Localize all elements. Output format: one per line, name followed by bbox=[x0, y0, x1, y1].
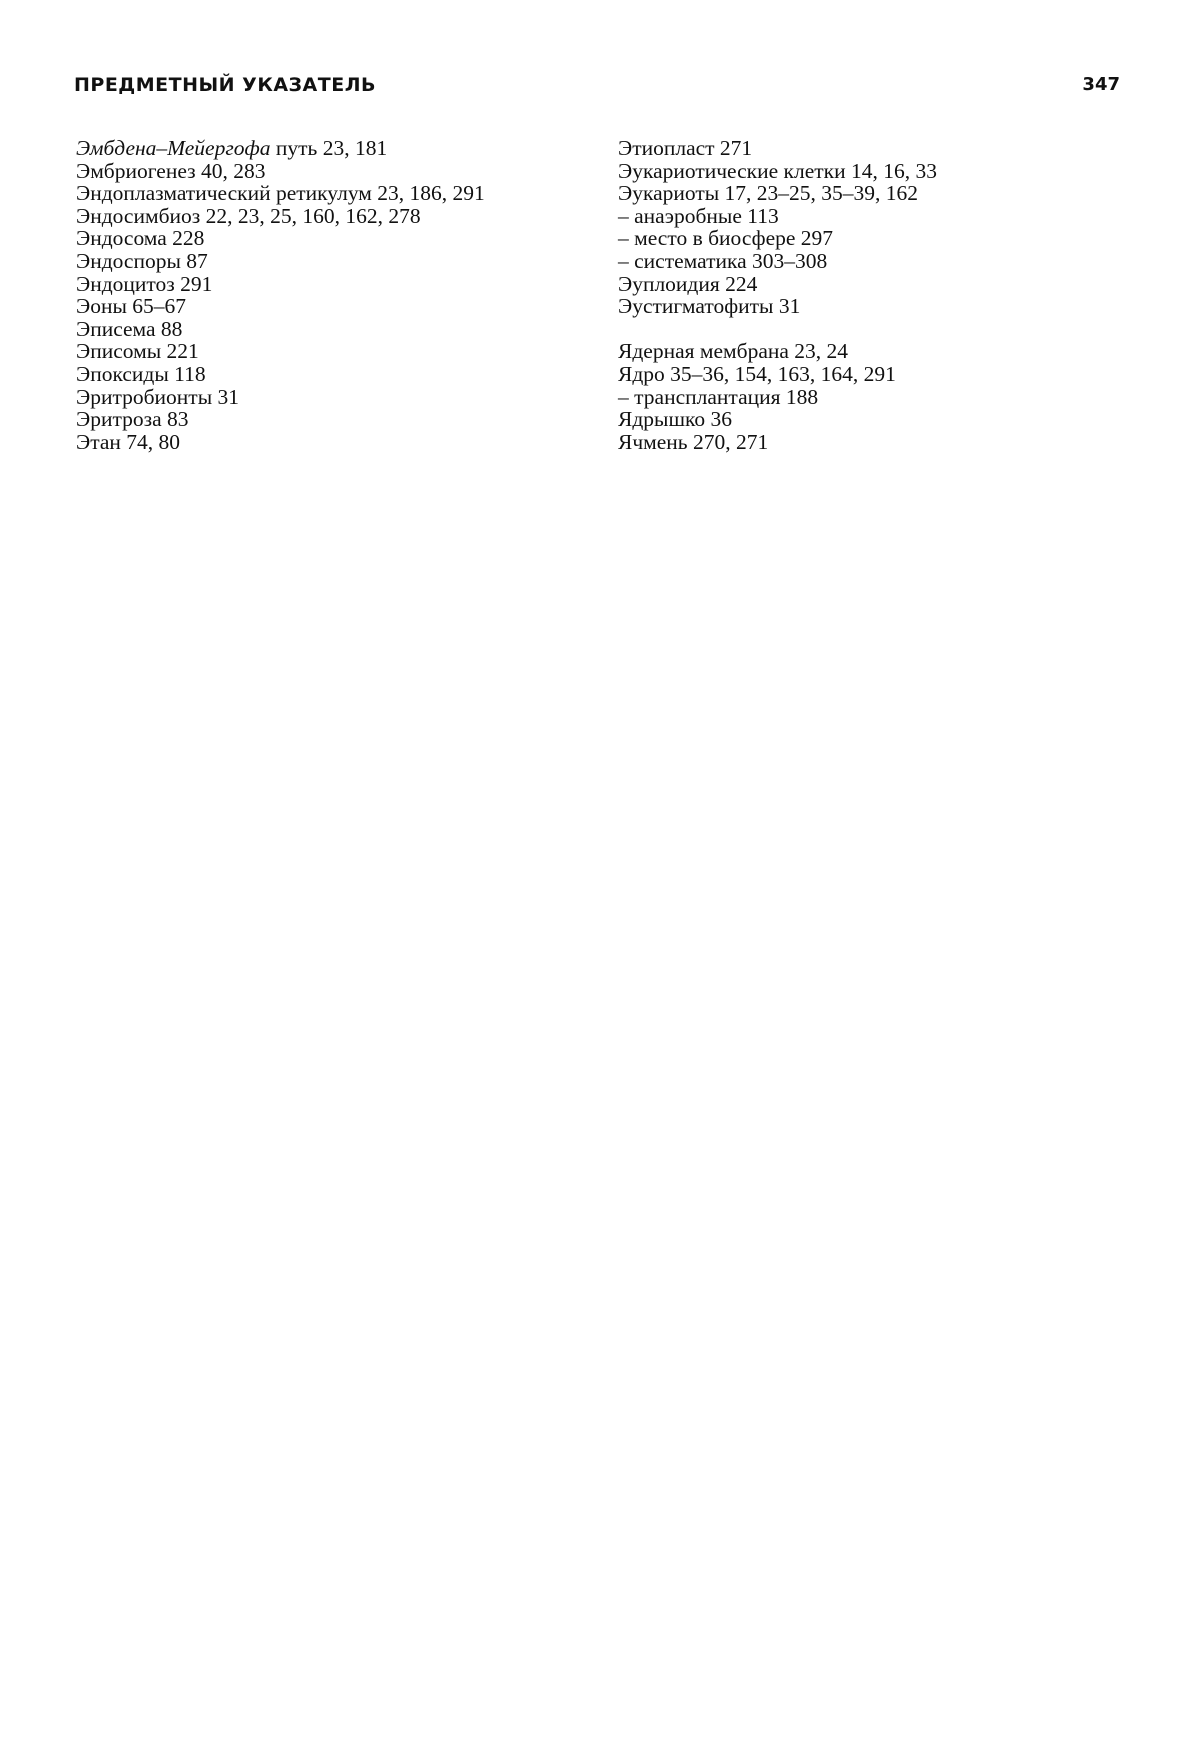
index-entry-italic-name: Эмбдена–Мейергофа bbox=[76, 136, 271, 160]
running-title: ПРЕДМЕТНЫЙ УКАЗАТЕЛЬ bbox=[74, 74, 376, 96]
index-entry: Эндоплазматический ретикулум 23, 186, 291 bbox=[76, 181, 485, 206]
index-entry: Эпоксиды 118 bbox=[76, 361, 206, 386]
index-subentry: – систематика 303–308 bbox=[618, 248, 828, 273]
index-subentry: – анаэробные 113 bbox=[618, 203, 779, 228]
index-entry-pages: путь 23, 181 bbox=[270, 136, 388, 160]
index-entry: Эукариотические клетки 14, 16, 33 bbox=[618, 158, 937, 183]
index-entry: Эписомы 221 bbox=[76, 339, 199, 364]
index-entry: Эукариоты 17, 23–25, 35–39, 162 bbox=[618, 181, 919, 206]
index-entry: Эндоспоры 87 bbox=[76, 248, 208, 273]
index-column-right bbox=[618, 137, 1138, 453]
index-entry: Ядрышко 36 bbox=[618, 407, 733, 432]
index-entry: Эндосимбиоз 22, 23, 25, 160, 162, 278 bbox=[76, 203, 421, 228]
index-entry: Эритробионты 31 bbox=[76, 384, 240, 409]
index-entry: Эндоцитоз 291 bbox=[76, 271, 213, 296]
index-entry: Ячмень 270, 271 bbox=[618, 429, 769, 454]
index-entry: Ядро 35–36, 154, 163, 164, 291 bbox=[618, 361, 896, 386]
index-entry: Эмбриогенез 40, 283 bbox=[76, 158, 266, 183]
index-entry bbox=[76, 137, 596, 160]
index-entry: Эндосома 228 bbox=[76, 226, 205, 251]
index-entry: Эуплоидия 224 bbox=[618, 271, 758, 296]
index-entry: Этан 74, 80 bbox=[76, 429, 181, 454]
index-entry: Эустигматофиты 31 bbox=[618, 294, 801, 319]
index-entry: Этиопласт 271 bbox=[618, 136, 753, 160]
index-subentry: – трансплантация 188 bbox=[618, 384, 819, 409]
index-entry: Эписема 88 bbox=[76, 316, 183, 341]
page-number: 347 bbox=[1082, 74, 1120, 95]
index-entry: Ядерная мембрана 23, 24 bbox=[618, 339, 849, 364]
index-entry: Эоны 65–67 bbox=[76, 294, 187, 319]
index-entry: Эритроза 83 bbox=[76, 407, 189, 432]
index-subentry: – место в биосфере 297 bbox=[618, 226, 834, 251]
page-header bbox=[74, 74, 1120, 104]
index-column-left bbox=[76, 137, 596, 453]
